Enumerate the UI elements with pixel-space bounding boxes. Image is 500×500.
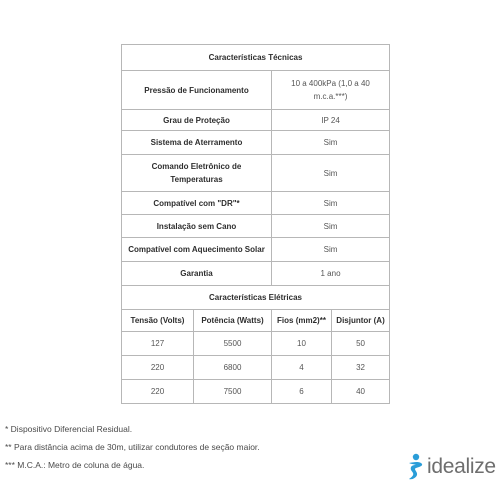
table-row bbox=[122, 356, 390, 380]
idealize-figure-icon bbox=[405, 452, 425, 482]
tech-label-grounding: Sistema de Aterramento bbox=[122, 131, 272, 155]
tech-label-no-pipe: Instalação sem Cano bbox=[122, 215, 272, 238]
elec-header-voltage: Tensão (Volts) bbox=[122, 310, 194, 332]
tech-value-protection: IP 24 bbox=[272, 110, 390, 131]
footnote-mca: *** M.C.A.: Metro de coluna de água. bbox=[5, 460, 145, 470]
tech-value-warranty: 1 ano bbox=[272, 262, 390, 286]
idealize-logo bbox=[405, 452, 496, 482]
tech-label-electronic-control: Comando Eletrônico de Temperaturas bbox=[122, 155, 272, 192]
elec-cell: 5500 bbox=[194, 332, 272, 356]
elec-header-wires: Fios (mm2)** bbox=[272, 310, 332, 332]
specifications-table bbox=[121, 44, 390, 404]
elec-cell: 220 bbox=[122, 356, 194, 380]
footnotes bbox=[5, 420, 260, 474]
logo-text: idealize bbox=[427, 455, 496, 478]
elec-cell: 32 bbox=[332, 356, 390, 380]
tech-value-no-pipe: Sim bbox=[272, 215, 390, 238]
tech-value-dr: Sim bbox=[272, 192, 390, 215]
elec-header-power: Potência (Watts) bbox=[194, 310, 272, 332]
elec-cell: 40 bbox=[332, 380, 390, 404]
tech-label-protection: Grau de Proteção bbox=[122, 110, 272, 131]
elec-cell: 7500 bbox=[194, 380, 272, 404]
tech-value-electronic-control: Sim bbox=[272, 155, 390, 192]
tech-label-dr: Compatível com "DR"* bbox=[122, 192, 272, 215]
elec-cell: 6800 bbox=[194, 356, 272, 380]
footnote-wires: ** Para distância acima de 30m, utilizar condutores de seção maior. bbox=[5, 442, 260, 452]
tech-value-grounding: Sim bbox=[272, 131, 390, 155]
tech-label-solar: Compatível com Aquecimento Solar bbox=[122, 238, 272, 262]
tech-section-title: Características Técnicas bbox=[122, 45, 390, 71]
elec-cell: 50 bbox=[332, 332, 390, 356]
elec-cell: 6 bbox=[272, 380, 332, 404]
elec-header-breaker: Disjuntor (A) bbox=[332, 310, 390, 332]
elec-cell: 220 bbox=[122, 380, 194, 404]
table-row bbox=[122, 380, 390, 404]
tech-value-solar: Sim bbox=[272, 238, 390, 262]
table-row bbox=[122, 332, 390, 356]
elec-cell: 4 bbox=[272, 356, 332, 380]
elec-section-title: Características Elétricas bbox=[122, 286, 390, 310]
footnote-dr: * Dispositivo Diferencial Residual. bbox=[5, 424, 133, 434]
tech-label-pressure: Pressão de Funcionamento bbox=[122, 71, 272, 110]
tech-value-pressure: 10 a 400kPa (1,0 a 40 m.c.a.***) bbox=[272, 71, 390, 110]
tech-label-warranty: Garantia bbox=[122, 262, 272, 286]
elec-cell: 10 bbox=[272, 332, 332, 356]
elec-cell: 127 bbox=[122, 332, 194, 356]
